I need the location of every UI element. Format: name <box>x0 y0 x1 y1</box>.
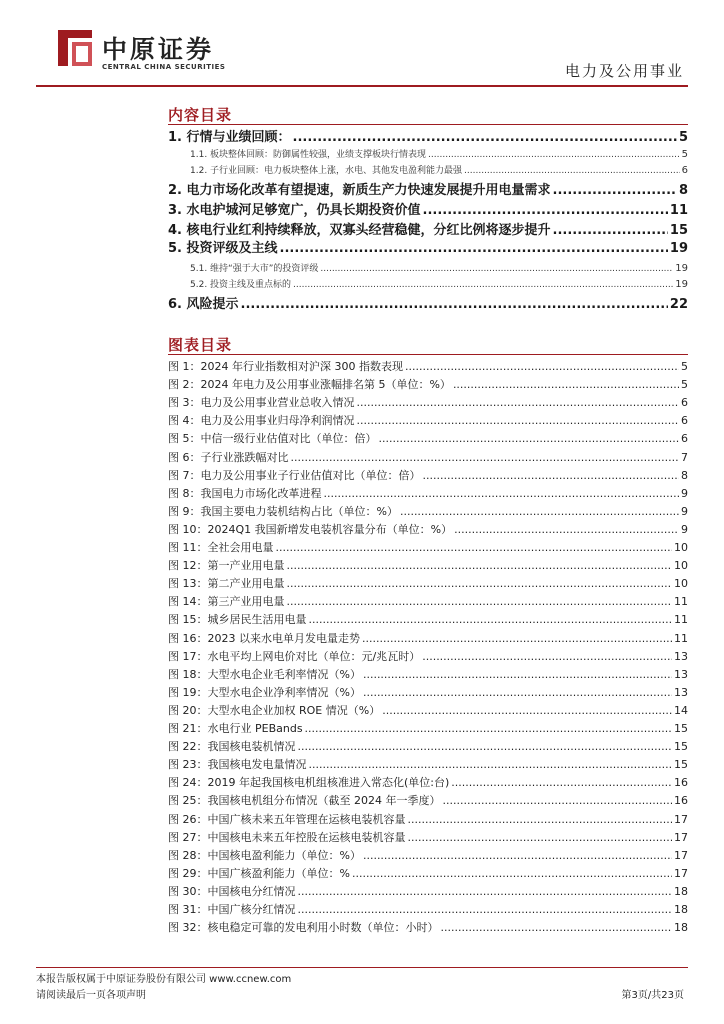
figure-leader-dots <box>379 431 680 447</box>
figure-entry-label: 图 5：中信一级行业估值对比（单位：倍） <box>168 432 377 446</box>
figure-entry-label: 图 32：核电稳定可靠的发电利用小时数（单位：小时） <box>168 921 439 935</box>
figure-leader-dots <box>287 594 673 610</box>
toc-entry[interactable] <box>190 164 688 178</box>
figure-leader-dots <box>298 902 673 918</box>
figure-entry-page: 5 <box>681 360 688 373</box>
figure-leader-dots <box>441 920 673 936</box>
toc-entry-label: 5. 投资评级及主线 <box>168 241 278 256</box>
figure-entry[interactable] <box>168 504 688 520</box>
figure-entry[interactable] <box>168 757 688 773</box>
figure-entry[interactable] <box>168 667 688 683</box>
figure-entry-label: 图 17：水电平均上网电价对比（单位：元/兆瓦时） <box>168 649 421 663</box>
figure-entry[interactable] <box>168 395 688 411</box>
figure-entry[interactable] <box>168 576 688 592</box>
toc-entry-page: 15 <box>669 223 688 238</box>
figure-entry[interactable] <box>168 558 688 574</box>
figure-entry[interactable] <box>168 468 688 484</box>
figure-entry-label: 图 9：我国主要电力装机结构占比（单位：%） <box>168 504 398 518</box>
figure-entry-label: 图 3：电力及公用事业营业总收入情况 <box>168 396 355 410</box>
toc-entry-label: 5.2. 投资主线及重点标的 <box>190 280 292 290</box>
figure-leader-dots <box>287 558 673 574</box>
figure-leader-dots <box>362 631 672 647</box>
figure-entry[interactable] <box>168 793 688 809</box>
figure-entry-label: 图 22：我国核电装机情况 <box>168 740 296 754</box>
figure-leader-dots <box>453 377 679 393</box>
toc-entry-page: 19 <box>675 263 688 274</box>
toc-entry-label: 1.1. 板块整体回顾：防御属性较强，业绩支撑板块行情表现 <box>190 150 427 160</box>
figure-entry-label: 图 28：中国核电盈利能力（单位：%） <box>168 848 361 862</box>
figure-entry-label: 图 15：城乡居民生活用电量 <box>168 613 307 627</box>
figure-entry[interactable] <box>168 486 688 502</box>
figure-entry-label: 图 27：中国核电未来五年控股在运核电装机容量 <box>168 830 406 844</box>
toc-entry-label: 3. 水电护城河足够宽广，仍具长期投资价值 <box>168 203 421 218</box>
figure-entry-page: 15 <box>674 722 688 735</box>
figure-entry-label: 图 30：中国核电分红情况 <box>168 884 296 898</box>
figure-leader-dots <box>405 359 679 375</box>
toc-entry-page: 5 <box>678 130 688 145</box>
figure-entry-page: 11 <box>674 631 688 645</box>
toc-leader-dots <box>553 222 668 240</box>
figure-entry-label: 图 31：中国广核分红情况 <box>168 903 296 916</box>
figure-entry-label: 图 18：大型水电企业毛利率情况（%） <box>168 667 361 681</box>
figure-entry[interactable] <box>168 377 688 393</box>
company-logo <box>54 26 274 74</box>
figure-entry-page: 13 <box>674 649 688 663</box>
figure-leader-dots <box>305 721 672 737</box>
figure-entry-page: 9 <box>681 504 688 518</box>
toc-leader-dots <box>320 262 673 276</box>
footer-copyright: 本报告版权属于中原证券股份有限公司 www.ccnew.com <box>36 974 292 985</box>
figure-entry[interactable] <box>168 594 688 610</box>
toc-leader-dots <box>293 129 677 147</box>
figure-entry-label: 图 20：大型水电企业加权 ROE 情况（%） <box>168 703 381 717</box>
toc-entry-label: 1.2. 子行业回顾：电力板块整体上涨，水电、其他发电盈利能力最强 <box>190 166 463 176</box>
figure-entry[interactable] <box>168 540 688 556</box>
figure-leader-dots <box>382 703 672 719</box>
toc-entry-label: 1. 行情与业绩回顾： <box>168 130 291 145</box>
toc-entry[interactable] <box>190 262 688 276</box>
toc-entry[interactable] <box>168 222 688 240</box>
figure-entry-label: 图 4：电力及公用事业归母净利润情况 <box>168 414 355 428</box>
figure-entry[interactable] <box>168 685 688 701</box>
figure-leader-dots <box>363 685 672 701</box>
figure-entry-page: 8 <box>681 468 688 482</box>
figure-entry-label: 图 13：第二产业用电量 <box>168 577 285 591</box>
figure-entry-page: 6 <box>681 396 688 410</box>
figure-entry-page: 15 <box>674 758 688 772</box>
toc-leader-dots <box>280 240 668 258</box>
figure-entry[interactable] <box>168 920 688 936</box>
figure-entry[interactable] <box>168 450 688 466</box>
figure-leader-dots <box>422 649 672 665</box>
figure-entry-page: 18 <box>674 884 688 898</box>
figure-entry-label: 图 1：2024 年行业指数相对沪深 300 指数表现 <box>168 360 403 373</box>
figure-entry[interactable] <box>168 902 688 918</box>
toc-entry[interactable] <box>190 148 688 162</box>
figure-leader-dots <box>408 830 673 846</box>
figure-leader-dots <box>357 413 680 429</box>
figure-entry[interactable] <box>168 721 688 737</box>
header-divider <box>36 85 688 87</box>
figure-entry[interactable] <box>168 848 688 864</box>
figure-entry[interactable] <box>168 359 688 375</box>
toc-title: 内容目录 <box>168 106 233 124</box>
figure-entry[interactable] <box>168 522 688 538</box>
figure-leader-dots <box>324 486 680 502</box>
toc-entry-page: 8 <box>678 183 688 198</box>
figure-entry-page: 9 <box>681 486 688 500</box>
figure-entry-label: 图 12：第一产业用电量 <box>168 559 285 573</box>
figure-entry-page: 7 <box>681 450 688 464</box>
figure-entry[interactable] <box>168 775 688 791</box>
figure-entry-label: 图 25：我国核电机组分布情况（截至 2024 年一季度） <box>168 794 441 808</box>
toc-entry[interactable] <box>168 240 688 258</box>
toc-entry-label: 2. 电力市场化改革有望提速，新质生产力快速发展提升用电量需求 <box>168 183 551 198</box>
figure-entry-page: 18 <box>674 903 688 916</box>
figure-entry-page: 9 <box>681 522 688 536</box>
figure-entry-label: 图 2：2024 年电力及公用事业涨幅排名第 5（单位：%） <box>168 378 451 392</box>
figure-leader-dots <box>357 395 680 411</box>
footer-notice: 请阅读最后一页各项声明 <box>36 990 146 1001</box>
brand-name-cn: 中原证券 <box>102 35 215 64</box>
toc-entry[interactable] <box>168 129 688 147</box>
figure-leader-dots <box>276 540 673 556</box>
toc-entry-page: 19 <box>675 279 688 290</box>
figure-entry-page: 14 <box>674 703 688 717</box>
figure-entry-label: 图 7：电力及公用事业子行业估值对比（单位：倍） <box>168 468 421 482</box>
figure-entry-page: 13 <box>674 685 688 699</box>
toc-entry-page: 5 <box>681 149 688 160</box>
figure-entry-page: 16 <box>674 776 688 790</box>
figure-entry-page: 6 <box>681 432 688 446</box>
figure-leader-dots <box>291 450 680 466</box>
figure-entry-page: 10 <box>674 541 688 554</box>
figure-leader-dots <box>298 884 673 900</box>
figure-entry-page: 18 <box>674 921 688 935</box>
figure-entry-label: 图 6：子行业涨跌幅对比 <box>168 450 289 464</box>
figure-leader-dots <box>352 866 672 882</box>
figure-entry-page: 11 <box>674 595 688 609</box>
figure-entry[interactable] <box>168 884 688 900</box>
figure-entry-label: 图 11：全社会用电量 <box>168 541 274 554</box>
figure-entry[interactable] <box>168 631 688 647</box>
figure-entry-page: 13 <box>674 667 688 681</box>
figure-entry[interactable] <box>168 612 688 628</box>
figure-entry[interactable] <box>168 431 688 447</box>
figure-entry[interactable] <box>168 649 688 665</box>
toc-entry-page: 19 <box>669 241 688 256</box>
toc-leader-dots <box>423 202 668 220</box>
figure-entry-page: 17 <box>674 830 688 844</box>
brand-name-en: CENTRAL CHINA SECURITIES <box>102 63 226 71</box>
figure-leader-dots <box>309 612 673 628</box>
figure-leader-dots <box>408 812 673 828</box>
figure-entry-page: 17 <box>674 848 688 862</box>
figure-entry[interactable] <box>168 739 688 755</box>
figure-leader-dots <box>309 757 673 773</box>
figure-leader-dots <box>442 793 672 809</box>
sector-label: 电力及公用事业 <box>564 62 684 80</box>
toc-entry-label: 6. 风险提示 <box>168 297 239 312</box>
toc-leader-dots <box>553 182 677 200</box>
toc-leader-dots <box>241 296 668 314</box>
figure-entry-label: 图 26：中国广核未来五年管理在运核电装机容量 <box>168 812 406 826</box>
figure-entry-page: 10 <box>674 559 688 573</box>
figure-leader-dots <box>363 848 672 864</box>
toc-entry[interactable] <box>190 278 688 292</box>
figure-entry-label: 图 10：2024Q1 我国新增发电装机容量分布（单位：%） <box>168 522 453 536</box>
toc-leader-dots <box>428 148 680 162</box>
toc-leader-dots <box>464 164 680 178</box>
toc-entry-page: 22 <box>669 297 688 312</box>
figures-title: 图表目录 <box>168 336 233 354</box>
toc-leader-dots <box>293 278 673 292</box>
figure-entry-page: 16 <box>674 794 688 808</box>
figure-entry-page: 17 <box>674 812 688 826</box>
figure-entry-label: 图 16：2023 以来水电单月发电量走势 <box>168 631 360 645</box>
logo-emblem-icon <box>54 26 96 70</box>
toc-entry-page: 11 <box>669 203 688 218</box>
figure-entry-page: 6 <box>681 414 688 428</box>
figure-entry-page: 17 <box>674 866 688 880</box>
toc-entry[interactable] <box>168 182 688 200</box>
figure-entry[interactable] <box>168 812 688 828</box>
footer-divider <box>36 967 688 968</box>
figure-entry-label: 图 29：中国广核盈利能力（单位：% <box>168 866 350 880</box>
toc-entry-page: 6 <box>681 165 688 176</box>
figure-entry-label: 图 8：我国电力市场化改革进程 <box>168 486 322 500</box>
figure-leader-dots <box>451 775 672 791</box>
figure-leader-dots <box>298 739 673 755</box>
figure-leader-dots <box>400 504 679 520</box>
toc-entry[interactable] <box>168 296 688 314</box>
figure-leader-dots <box>423 468 680 484</box>
figure-entry-label: 图 19：大型水电企业净利率情况（%） <box>168 685 361 699</box>
figure-leader-dots <box>363 667 672 683</box>
figure-entry-page: 5 <box>681 378 688 392</box>
toc-entry[interactable] <box>168 202 688 220</box>
figure-entry[interactable] <box>168 866 688 882</box>
figure-entry-page: 15 <box>674 740 688 754</box>
toc-entry-label: 5.1. 维持“强于大市”的投资评级 <box>190 264 319 274</box>
figure-entry[interactable] <box>168 703 688 719</box>
figure-leader-dots <box>287 576 673 592</box>
figure-entry-label: 图 23：我国核电发电量情况 <box>168 758 307 772</box>
figure-entry-page: 11 <box>674 613 688 627</box>
figure-entry[interactable] <box>168 413 688 429</box>
figure-entry-label: 图 24：2019 年起我国核电机组核准进入常态化(单位:台) <box>168 776 450 790</box>
footer-page-info: 第3页/共23页 <box>621 990 684 1001</box>
figure-entry-label: 图 14：第三产业用电量 <box>168 595 285 609</box>
toc-entry-label: 4. 核电行业红利持续释放，双寡头经营稳健，分红比例将逐步提升 <box>168 223 551 238</box>
figure-leader-dots <box>454 522 679 538</box>
figures-title-divider <box>168 354 688 355</box>
figure-entry-label: 图 21：水电行业 PEBands <box>168 722 303 735</box>
figure-entry[interactable] <box>168 830 688 846</box>
figure-entry-page: 10 <box>674 577 688 591</box>
toc-title-divider <box>168 124 688 125</box>
